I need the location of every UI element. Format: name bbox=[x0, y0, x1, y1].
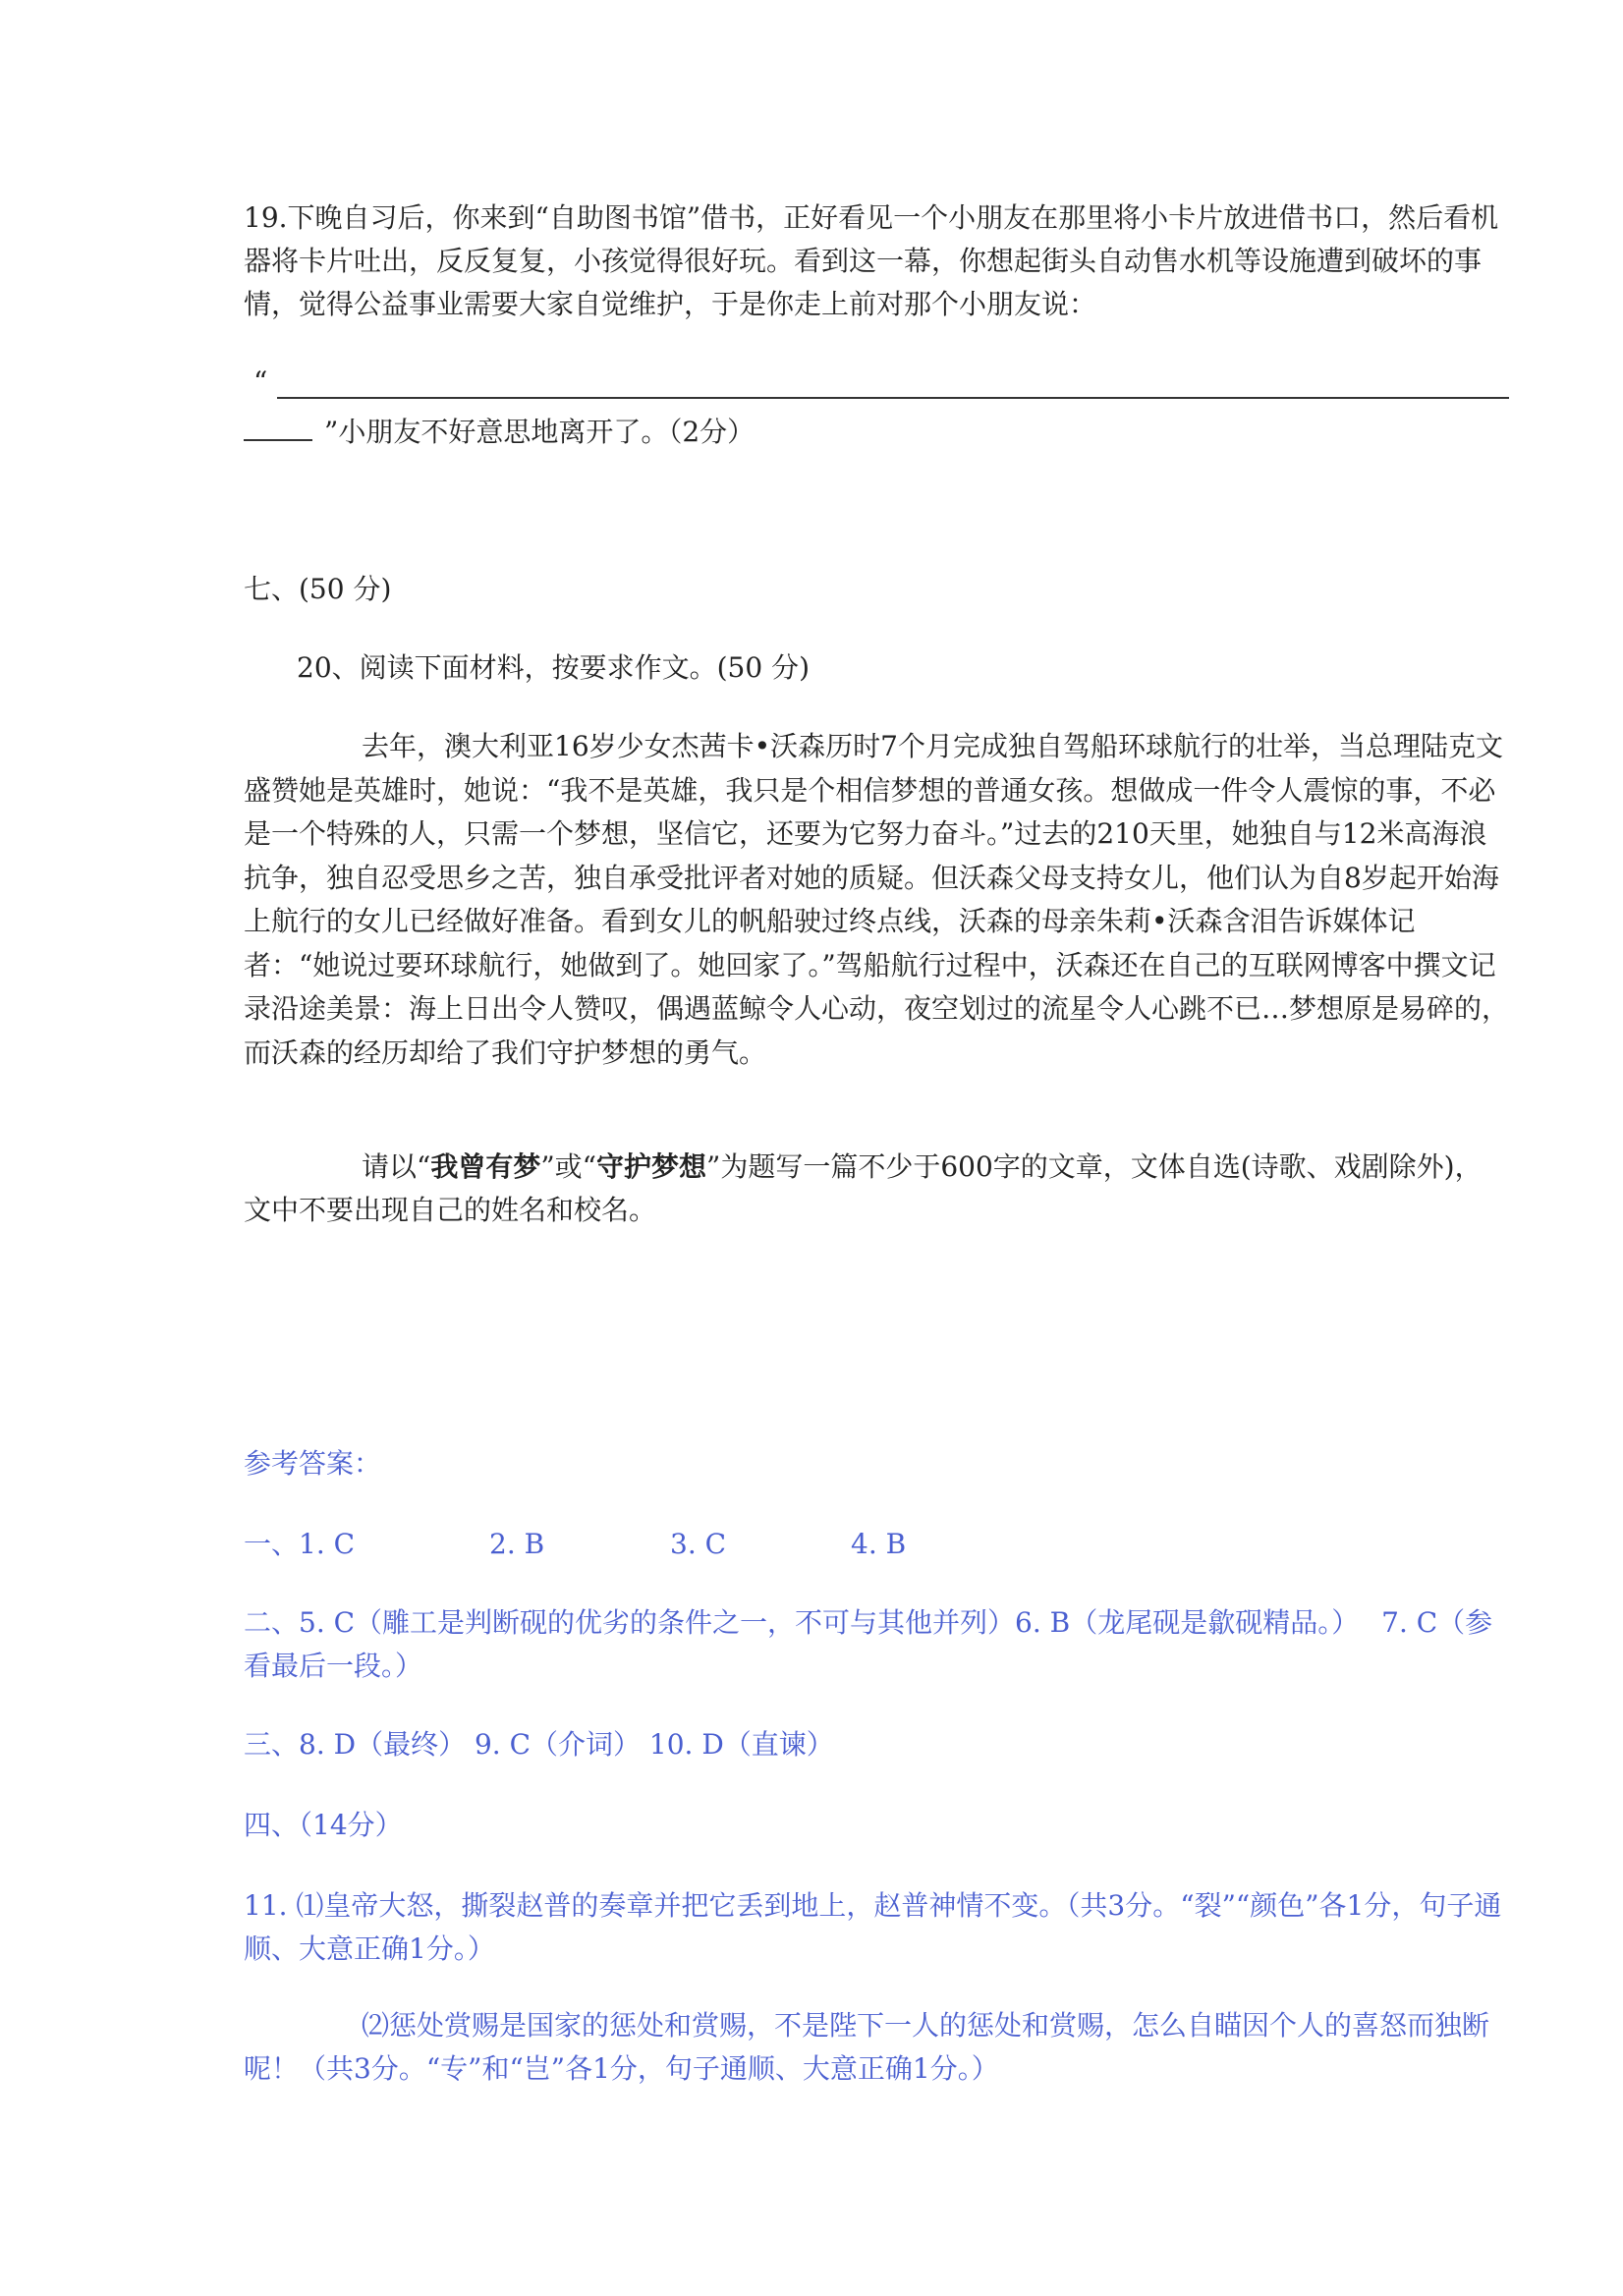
answers-row-5: 11. ⑴皇帝大怒，撕裂赵普的奏章并把它丢到地上，赵普神情不变。（共3分。“裂”“颜色”各1分，句子通顺、大意正确1分。） bbox=[244, 1889, 1502, 1965]
title-option-1: 我曾有梦 bbox=[430, 1150, 541, 1183]
prompt-pre: 请以“ bbox=[362, 1150, 431, 1183]
answers-row-2: 二、5. C（雕工是判断砚的优劣的条件之一，不可与其他并列）6. B（龙尾砚是歙砚精品。） 7. C（参看最后一段。） bbox=[244, 1606, 1493, 1682]
open-quote-mark: “ bbox=[253, 365, 268, 398]
answer-4: 4. B bbox=[851, 1528, 907, 1560]
answers-row-6: ⑵惩处赏赐是国家的惩处和赏赐，不是陛下一人的惩处和赏赐，怎么自瞄因个人的喜怒而独断呢！（共3分。“专”和“岂”各1分，句子通顺、大意正确1分。） bbox=[244, 2009, 1490, 2085]
answer-blank-line bbox=[277, 397, 1509, 399]
question-19-text: 19.下晚自习后，你来到“自助图书馆”借书，正好看见一个小朋友在那里将小卡片放进借书口，然后看机器将卡片吐出，反反复复，小孩觉得很好玩。看到这一幕，你想起街头自动售水机等设施遭到破坏的事情，觉得公益事业需要大家自觉维护，于是你走上前对那个小朋友说： bbox=[244, 201, 1499, 320]
answers-row-4: 四、（14分） bbox=[244, 1809, 403, 1841]
answer-3: 3. C bbox=[670, 1528, 727, 1560]
title-option-2: 守护梦想 bbox=[595, 1150, 706, 1183]
answer-blank-short bbox=[244, 416, 312, 441]
answer-2: 2. B bbox=[489, 1528, 545, 1560]
prompt-post: ”为题写一篇不少于600字的文章，文体自选(诗歌、戏剧除外)，文中不要出现自己的姓名和校名。 bbox=[244, 1150, 1483, 1226]
section-7-heading: 七、(50 分) bbox=[244, 573, 392, 605]
essay-prompt bbox=[244, 1146, 1509, 1232]
question-19-tail bbox=[244, 411, 1509, 454]
question-19-tail-text: ”小朋友不好意思地离开了。（2分） bbox=[324, 416, 756, 448]
answers-row-3: 三、8. D（最终） 9. C（介词） 10. D（直谏） bbox=[244, 1728, 834, 1761]
question-20-title: 20、阅读下面材料，按要求作文。(50 分) bbox=[297, 651, 811, 684]
prompt-or: ”或“ bbox=[540, 1150, 596, 1183]
material-paragraph: 去年，澳大利亚16岁少女杰茜卡•沃森历时7个月完成独自驾船环球航行的壮举，当总理陆克文盛赞她是英雄时，她说：“我不是英雄，我只是个相信梦想的普通女孩。想做成一件令人震惊的事，不必是一个特殊的人，只需一个梦想，坚信它，还要为它努力奋斗。”过去的210天里，她独自与12米高海浪抗争，独自忍受思乡之苦，独自承受批评者对她的质疑。但沃森父母支持女儿，他们认为自8岁起开始海上航行的女儿已经做好准备。看到女儿的帆船驶过终点线，沃森的母亲朱莉•沃森含泪告诉媒体记者：“她说过要环球航行，她做到了。她回家了。”驾船航行过程中，沃森还在自己的互联网博客中撰文记录沿途美景：海上日出令人赞叹，偶遇蓝鲸令人心动，夜空划过的流星令人心跳不已…梦想原是易碎的，而沃森的经历却给了我们守护梦想的勇气。 bbox=[244, 730, 1510, 1069]
answer-1: 一、1. C bbox=[244, 1528, 356, 1560]
answers-heading: 参考答案： bbox=[244, 1447, 382, 1480]
answers-row-1 bbox=[244, 1523, 1509, 1566]
